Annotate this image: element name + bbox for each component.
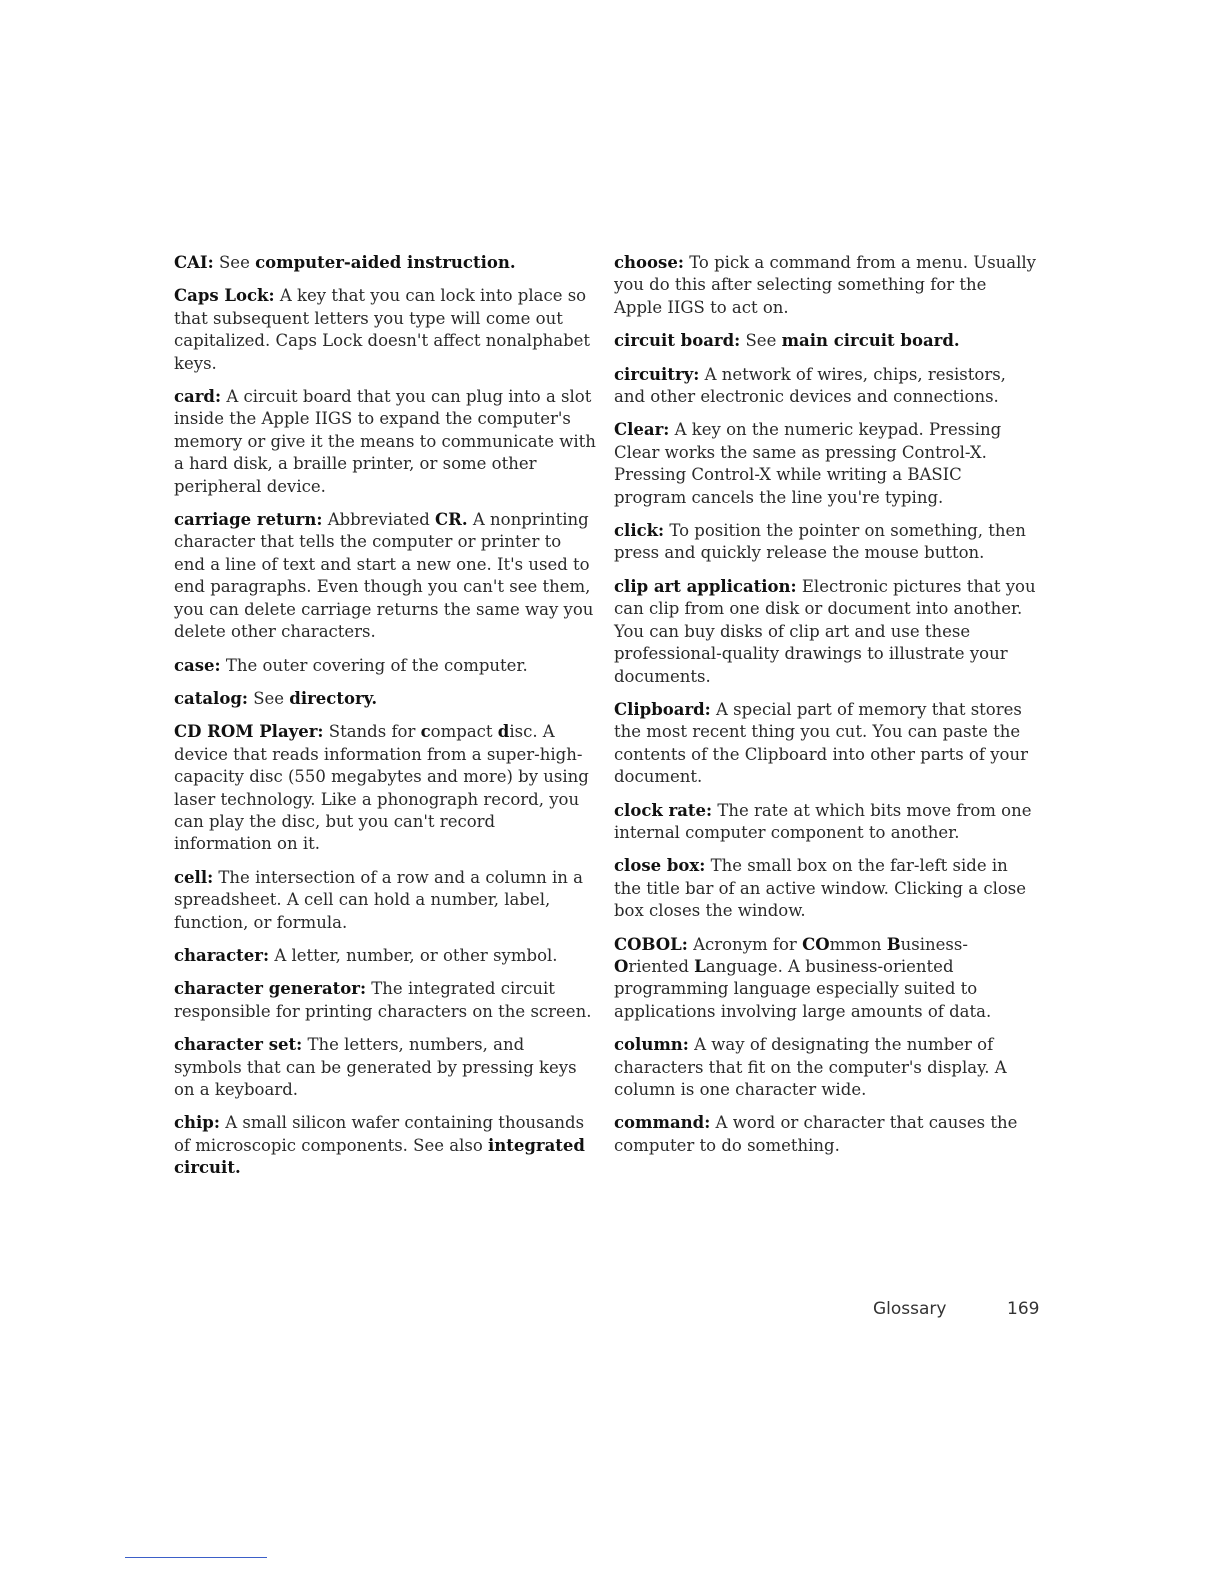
glossary-term: character:	[174, 945, 270, 965]
glossary-definition: Stands for	[328, 722, 421, 742]
cross-reference: CO	[802, 934, 830, 954]
glossary-definition: To position the pointer on something, then press and quickly release the mouse button.	[614, 521, 1026, 563]
glossary-definition: A circuit board that you can plug into a slot inside the Apple IIGS to expand the computer's memory or give it the means to communicate with a hard disk, a braille printer, or some other peripheral device.	[174, 387, 596, 496]
glossary-entry	[614, 576, 1036, 688]
glossary-definition: A special part of memory that stores the most recent thing you cut. You can paste the contents of the Clipboard into other parts of your document.	[614, 699, 1028, 787]
glossary-entry	[614, 252, 1036, 319]
glossary-definition: riented	[628, 956, 695, 976]
glossary-entry	[174, 867, 596, 934]
glossary-column-left	[174, 252, 596, 1191]
cross-reference: O	[614, 956, 629, 976]
cross-reference: d	[497, 722, 510, 742]
glossary-entry	[174, 688, 596, 710]
glossary-definition: A network of wires, chips, resistors, and other electronic devices and connections.	[614, 364, 1006, 407]
glossary-definition: A key on the numeric keypad. Pressing Clear works the same as pressing Control-X. Pressing Control-X while writing a BASIC program cancels the line you're typing.	[614, 420, 1002, 507]
glossary-term: circuit board:	[614, 331, 741, 351]
glossary-definition: To pick a command from a menu. Usually you do this after selecting something for the Apple IIGS to act on.	[614, 253, 1037, 317]
glossary-term: cell:	[174, 867, 214, 887]
glossary-entry	[174, 386, 596, 498]
glossary-entry	[614, 800, 1036, 845]
cross-reference: integrated circuit.	[174, 1135, 585, 1178]
glossary-definition: A key that you can lock into place so that subsequent letters you type will come out capitalized. Caps Lock doesn't affect nonalphabet keys.	[174, 286, 591, 373]
glossary-term: click:	[614, 521, 665, 541]
glossary-definition: Electronic pictures that you can clip from one disk or document into another. You can buy disks of clip art and use these professional-quality drawings to illustrate your documents.	[614, 576, 1036, 686]
glossary-term: character set:	[174, 1035, 303, 1055]
glossary-entry	[174, 252, 596, 274]
glossary-term: Caps Lock:	[174, 286, 275, 306]
glossary-definition: usiness-	[900, 934, 968, 954]
glossary-column-right	[614, 252, 1036, 1168]
glossary-entry	[614, 1034, 1036, 1101]
glossary-term: CD ROM Player:	[174, 722, 324, 742]
glossary-definition: The outer covering of the computer.	[225, 655, 528, 675]
glossary-term: CAI:	[174, 253, 214, 272]
cross-reference: c	[420, 722, 431, 742]
glossary-entry	[614, 330, 1036, 352]
glossary-definition: ompact	[430, 722, 498, 742]
glossary-definition: A way of designating the number of characters that fit on the computer's display. A column is one character wide.	[614, 1035, 1007, 1099]
glossary-term: Clipboard:	[614, 699, 711, 719]
glossary-entry	[174, 509, 596, 643]
glossary-term: catalog:	[174, 688, 248, 708]
glossary-definition: See	[745, 331, 782, 351]
glossary-entry	[174, 945, 596, 967]
glossary-definition: mmon	[829, 934, 887, 954]
glossary-definition: The intersection of a row and a column in a spreadsheet. A cell can hold a number, label, function, or formula.	[174, 867, 583, 932]
cross-reference: main circuit board.	[781, 331, 960, 351]
glossary-definition: A letter, number, or other symbol.	[274, 945, 558, 965]
glossary-term: Clear:	[614, 420, 670, 440]
cross-reference: directory.	[289, 688, 378, 708]
glossary-entry	[174, 655, 596, 677]
glossary-entry	[614, 934, 1036, 1024]
glossary-definition: The small box on the far-left side in the title bar of an active window. Clicking a close box closes the window.	[614, 856, 1027, 921]
glossary-entry	[614, 699, 1036, 789]
glossary-entry	[174, 978, 596, 1023]
glossary-entry	[614, 419, 1036, 509]
glossary-definition: A small silicon wafer containing thousands of microscopic components. See also	[174, 1113, 585, 1155]
glossary-entry	[174, 721, 596, 855]
glossary-definition: The integrated circuit responsible for printing characters on the screen.	[174, 979, 592, 1021]
glossary-term: choose:	[614, 253, 684, 272]
glossary-entry	[174, 1112, 596, 1179]
page-number: 169	[1007, 1299, 1040, 1319]
glossary-definition: The letters, numbers, and symbols that can be generated by pressing keys on a keyboard.	[174, 1035, 577, 1099]
glossary-entry	[614, 520, 1036, 565]
glossary-definition: anguage. A business-oriented programming language especially suited to applications involving large amounts of data.	[614, 956, 992, 1021]
glossary-definition: A word or character that causes the computer to do something.	[614, 1113, 1018, 1155]
glossary-term: column:	[614, 1035, 689, 1055]
cross-reference: B	[886, 934, 901, 954]
bottom-rule	[125, 1557, 267, 1558]
glossary-term: character generator:	[174, 979, 367, 999]
footer-section-label: Glossary	[873, 1299, 947, 1319]
cross-reference: L	[694, 956, 706, 976]
glossary-term: circuitry:	[614, 364, 700, 384]
glossary-term: clip art application:	[614, 576, 797, 596]
glossary-definition: See	[219, 253, 256, 272]
glossary-term: chip:	[174, 1113, 220, 1133]
glossary-term: card:	[174, 387, 222, 407]
glossary-definition: Acronym for	[693, 934, 803, 954]
glossary-entry	[614, 855, 1036, 922]
glossary-term: command:	[614, 1113, 711, 1133]
glossary-definition: The rate at which bits move from one internal computer component to another.	[614, 800, 1032, 842]
glossary-definition: A nonprinting character that tells the computer or printer to end a line of text and start a new one. It's used to end paragraphs. Even though you can't see them, you can delete carriage returns the same way you delete other characters.	[174, 510, 594, 642]
glossary-term: carriage return:	[174, 510, 323, 530]
cross-reference: CR.	[435, 510, 468, 530]
glossary-entry	[174, 285, 596, 375]
glossary-term: close box:	[614, 856, 706, 876]
glossary-term: COBOL:	[614, 934, 688, 954]
glossary-entry	[174, 1034, 596, 1101]
glossary-term: case:	[174, 655, 221, 675]
glossary-definition: Abbreviated	[327, 510, 436, 530]
glossary-definition: isc. A device that reads information from a super-high-capacity disc (550 megabytes and more) by using laser technology. Like a phonograph record, you can play the disc, but you can't record information on it.	[174, 722, 589, 854]
glossary-term: clock rate:	[614, 800, 713, 820]
glossary-definition: See	[253, 688, 290, 708]
glossary-entry	[614, 1112, 1036, 1157]
cross-reference: computer-aided instruction.	[255, 253, 516, 272]
glossary-entry	[614, 364, 1036, 409]
